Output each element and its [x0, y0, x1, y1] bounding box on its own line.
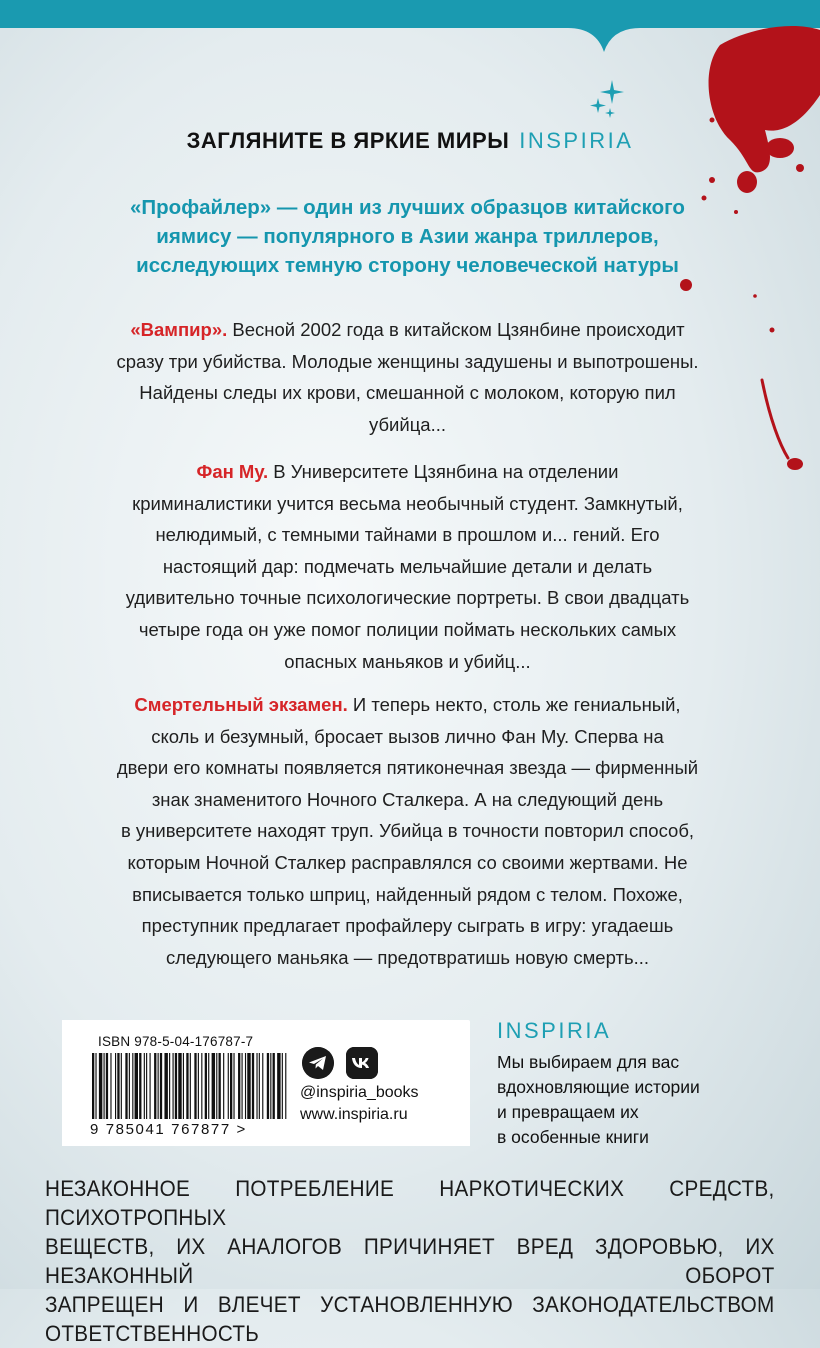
barcode-bar	[223, 1053, 224, 1119]
paragraph-line: сколь и безумный, бросает вызов лично Фан Му. Сперва на	[151, 725, 664, 747]
barcode-bar	[190, 1053, 191, 1119]
barcode-bar	[230, 1053, 232, 1119]
barcode-image	[90, 1053, 290, 1119]
barcode-bar	[110, 1053, 111, 1119]
paragraph-lead: Фан Му.	[196, 461, 269, 482]
header-title: ЗАГЛЯНИТЕ В ЯРКИЕ МИРЫ	[186, 128, 510, 153]
barcode-bar	[245, 1053, 246, 1119]
barcode-bar	[198, 1053, 199, 1119]
barcode-bar	[92, 1053, 94, 1119]
barcode-bar	[216, 1053, 217, 1119]
side-brand: INSPIRIA	[497, 1018, 612, 1043]
paragraph-line: настоящий дар: подмечать мельчайшие детали и делать	[162, 555, 653, 577]
barcode-bar	[194, 1053, 196, 1119]
tagline	[40, 193, 775, 280]
paragraph-line: в университете находят труп. Убийца в точности повторил способ,	[120, 820, 695, 842]
barcode-bar	[247, 1053, 250, 1119]
slogan-line: Мы выбираем для вас	[497, 1052, 680, 1072]
barcode-bar	[104, 1053, 105, 1119]
paragraph-fanmu	[40, 456, 775, 677]
barcode-bar	[169, 1053, 170, 1119]
barcode-bar	[175, 1053, 177, 1119]
paragraph-line: убийца...	[368, 413, 447, 435]
barcode-bar	[228, 1053, 229, 1119]
barcode-bar	[208, 1053, 209, 1119]
paragraph-line: Весной 2002 года в китайском Цзянбине происходит	[227, 319, 685, 340]
barcode-bar	[273, 1053, 275, 1119]
barcode-bar	[160, 1053, 162, 1119]
barcode-bar	[178, 1053, 181, 1119]
tagline-line: иямису — популярного в Азии жанра триллеров,	[156, 225, 659, 248]
barcode-panel	[62, 1020, 470, 1146]
social-handle[interactable]: @inspiria_books	[300, 1084, 419, 1101]
warning-line: ВЕЩЕСТВ, ИХ АНАЛОГОВ ПРИЧИНЯЕТ ВРЕД ЗДОРОВЬЮ, ИХ НЕЗАКОННЫЙ ОБОРОТ	[45, 1234, 775, 1288]
barcode-bar	[106, 1053, 108, 1119]
barcode-bar	[154, 1053, 156, 1119]
barcode-bar	[158, 1053, 159, 1119]
barcode-bar	[219, 1053, 221, 1119]
barcode-bar	[164, 1053, 167, 1119]
barcode-bar	[139, 1053, 141, 1119]
vk-icon[interactable]	[346, 1047, 378, 1079]
barcode-bar	[201, 1053, 202, 1119]
barcode-bar	[186, 1053, 188, 1119]
barcode-bar	[95, 1053, 96, 1119]
barcode-bar	[129, 1053, 130, 1119]
barcode-bar	[146, 1053, 147, 1119]
paragraph-line: удивительно точные психологические портреты. В свои двадцать	[125, 587, 690, 609]
barcode-bar	[212, 1053, 215, 1119]
barcode-bar	[183, 1053, 184, 1119]
barcode-bar	[256, 1053, 257, 1119]
paragraph-line: опасных маньяков и убийц...	[284, 650, 531, 672]
paragraph-line: сразу три убийства. Молодые женщины задушены и выпотрошены.	[116, 350, 699, 372]
barcode-bar	[132, 1053, 133, 1119]
sparkle-icon	[590, 80, 624, 120]
barcode-bar	[252, 1053, 254, 1119]
barcode-bar	[238, 1053, 240, 1119]
slogan-line: вдохновляющие истории	[497, 1077, 700, 1097]
barcode-bar	[144, 1053, 145, 1119]
barcode-bar	[173, 1053, 174, 1119]
paragraph-line: вписывается только шприц, найденный рядом с телом. Похоже,	[132, 883, 683, 905]
paragraph-line: четыре года он уже помог полиции поймать нескольких самых	[138, 618, 677, 640]
barcode-bar	[259, 1053, 260, 1119]
tagline-line: «Профайлер» — один из лучших образцов китайского	[130, 196, 685, 219]
barcode-bar	[117, 1053, 119, 1119]
slogan-line: в особенные книги	[497, 1127, 649, 1147]
barcode-bar	[205, 1053, 207, 1119]
header	[0, 128, 820, 154]
barcode-bar	[242, 1053, 243, 1119]
barcode-bar	[270, 1053, 271, 1119]
barcode-bar	[267, 1053, 269, 1119]
isbn-text: ISBN 978-5-04-176787-7	[98, 1034, 254, 1049]
paragraph-line: которым Ночной Сталкер расправлялся со своими жертвами. Не	[127, 851, 688, 873]
paragraph-vampire	[40, 314, 775, 440]
barcode-bar	[277, 1053, 280, 1119]
paragraph-lead: «Вампир».	[130, 319, 228, 340]
barcode-bar	[282, 1053, 283, 1119]
tagline-line: исследующих темную сторону человеческой натуры	[136, 254, 679, 277]
barcode-digits: 9 785041 767877 >	[90, 1121, 247, 1138]
paragraph-exam	[40, 689, 775, 973]
paragraph-line: нелюдимый, с темными тайнами в прошлом и... гений. Его	[155, 524, 660, 546]
paragraph-line: знак знаменитого Ночного Сталкера. А на следующий день	[151, 788, 664, 810]
barcode-bar	[262, 1053, 263, 1119]
slogan-line: и превращаем их	[497, 1102, 639, 1122]
legal-warning	[45, 1174, 775, 1348]
warning-line: ЗАПРЕЩЕН И ВЛЕЧЕТ УСТАНОВЛЕННУЮ ЗАКОНОДАТЕЛЬСТВОМ ОТВЕТСТВЕННОСТЬ	[45, 1292, 775, 1346]
paragraph-line: криминалистики учится весьма необычный студент. Замкнутый,	[132, 492, 683, 514]
paragraph-line: Найдены следы их крови, смешанной с молоком, которую пил	[139, 382, 676, 404]
header-brand: INSPIRIA	[519, 128, 634, 153]
paragraph-line: преступник предлагает профайлеру сыграть в игру: угадаешь	[141, 915, 674, 937]
paragraph-line: двери его комнаты появляется пятиконечная звезда — фирменный	[116, 757, 699, 779]
barcode-bar	[233, 1053, 234, 1119]
barcode-bar	[121, 1053, 122, 1119]
paragraph-lead: Смертельный экзамен.	[134, 694, 348, 715]
barcode-bar	[285, 1053, 286, 1119]
barcode-bar	[99, 1053, 102, 1119]
barcode-bar	[135, 1053, 138, 1119]
barcode-bar	[125, 1053, 127, 1119]
barcode-bar	[150, 1053, 151, 1119]
paragraph-line: следующего маньяка — предотвратишь новую смерть...	[166, 946, 649, 968]
paragraph-line: В Университете Цзянбина на отделении	[268, 461, 619, 482]
paragraph-line: И теперь некто, столь же гениальный,	[347, 694, 681, 715]
warning-line: НЕЗАКОННОЕ ПОТРЕБЛЕНИЕ НАРКОТИЧЕСКИХ СРЕДСТВ, ПСИХОТРОПНЫХ	[45, 1176, 775, 1230]
social-website[interactable]: www.inspiria.ru	[300, 1106, 408, 1123]
barcode-bar	[115, 1053, 116, 1119]
telegram-icon[interactable]	[302, 1047, 334, 1079]
side-slogan	[497, 1050, 737, 1150]
